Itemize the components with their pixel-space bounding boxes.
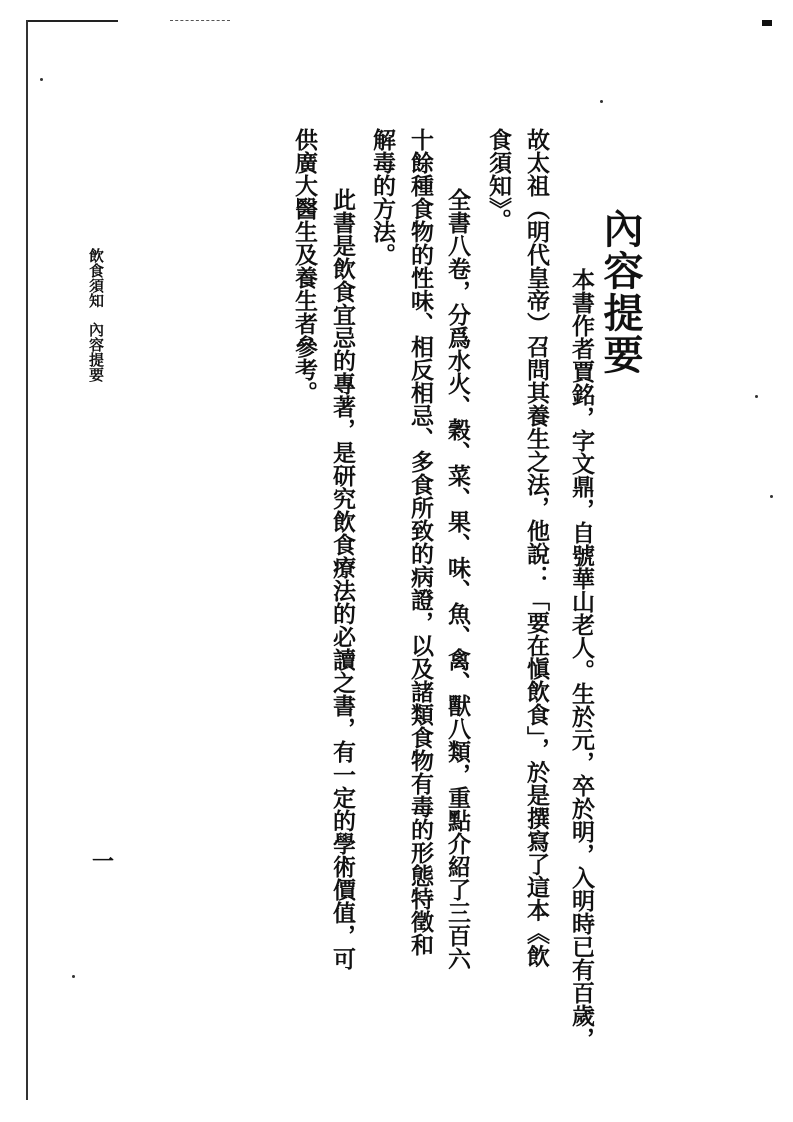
text-column-4: 全書八卷，分爲水火、穀、菜、果、味、魚、禽、獸八類，重點介紹了三百六 — [444, 188, 471, 970]
text-column-1: 本書作者賈銘，字文鼎，自號華山老人。生於元，卒於明，入明時已有百歲， — [568, 268, 595, 1050]
text-column-2: 故太祖（明代皇帝）召問其養生之法，他說：「要在愼飲食」，於是撰寫了這本《飲 — [523, 128, 550, 968]
text-column-5: 十餘種食物的性味、相反相忌、多食所致的病證，以及諸類食物有毒的形態特徵和 — [407, 128, 434, 956]
running-header-book: 飲食須知 — [87, 248, 105, 308]
running-header — [88, 248, 103, 382]
page-title: 內容提要 — [597, 208, 644, 376]
scan-border-top — [28, 20, 118, 22]
scan-speck — [600, 100, 603, 103]
running-header-section: 內容提要 — [87, 322, 105, 382]
scan-speck — [72, 975, 75, 978]
scan-border-left — [26, 20, 28, 1100]
scan-mark — [762, 20, 772, 26]
page-number: 一 — [92, 849, 115, 875]
text-column-7: 此書是飲食宜忌的專著，是研究飲食療法的必讀之書，有一定的學術價值，可 — [329, 188, 356, 970]
text-column-8: 供廣大醫生及養生者參考。 — [291, 128, 318, 404]
scan-speck — [770, 495, 773, 498]
scan-border-top-dashed — [170, 20, 230, 22]
scan-speck — [755, 395, 758, 398]
scan-speck — [40, 78, 43, 81]
text-column-6: 解毒的方法。 — [369, 128, 396, 266]
text-column-3: 食須知》。 — [485, 128, 512, 232]
